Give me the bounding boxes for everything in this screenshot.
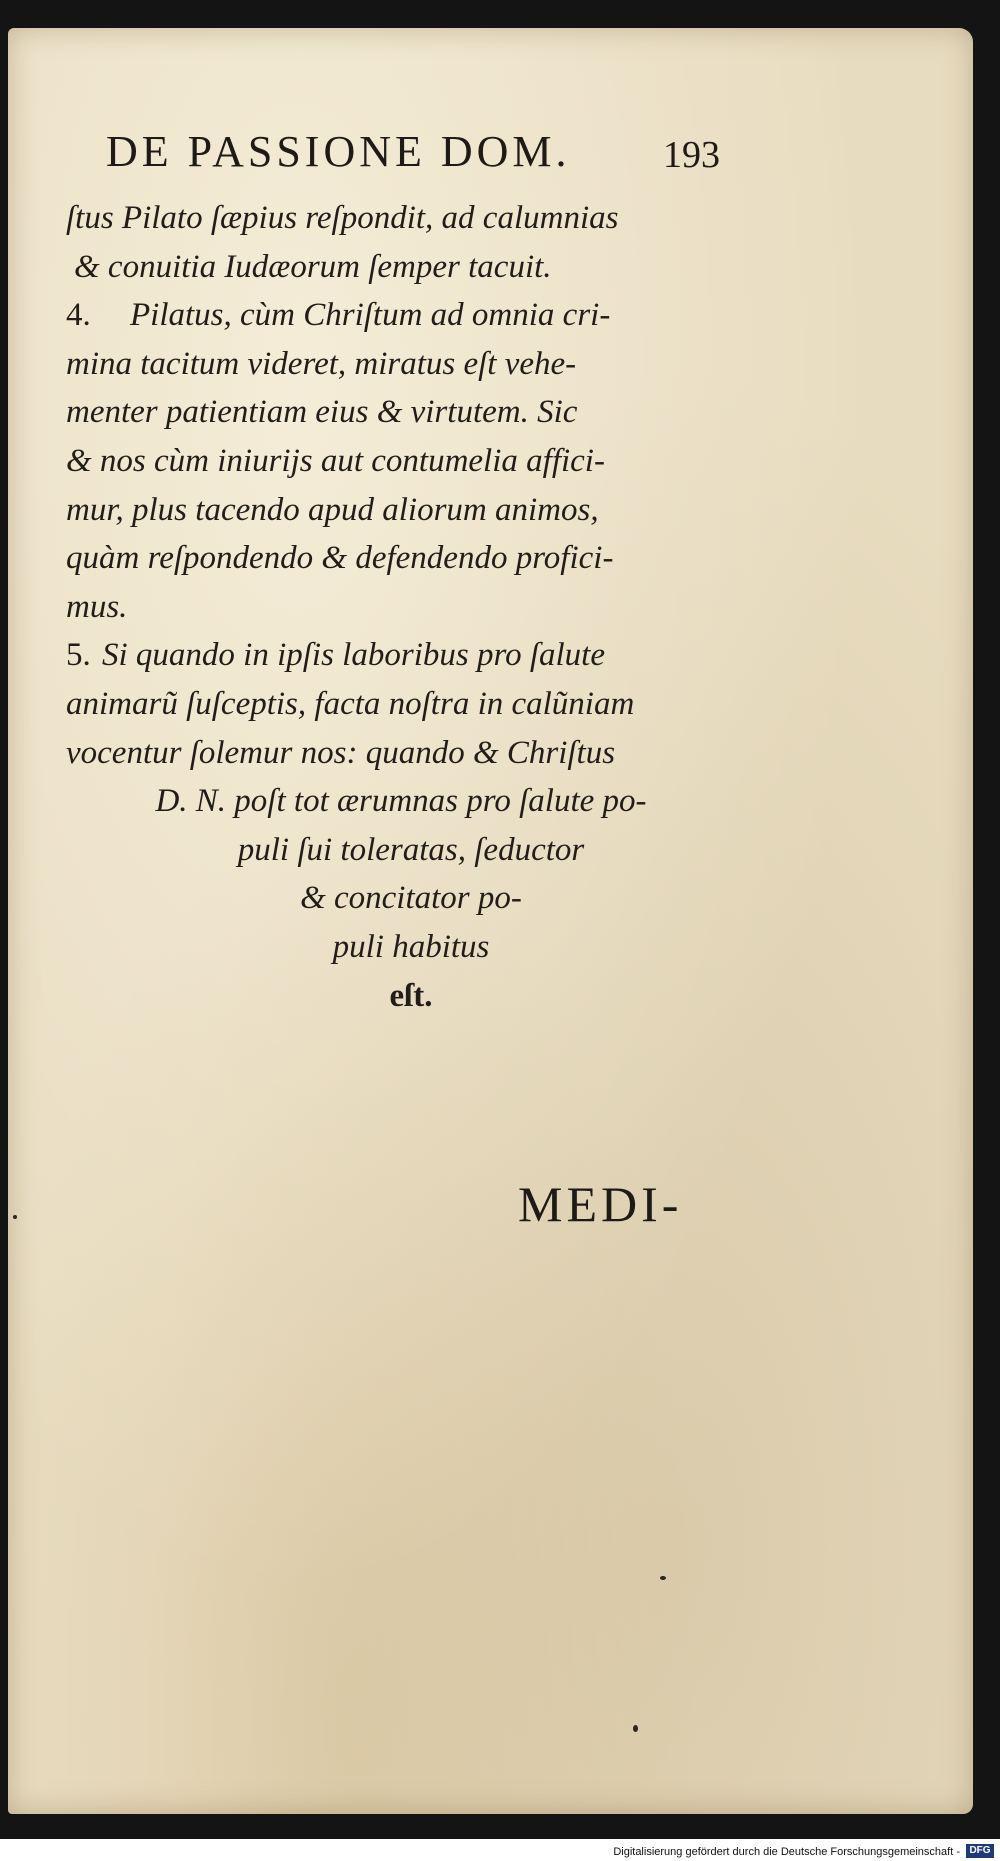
catchword: MEDI- xyxy=(518,1176,683,1232)
ink-speck xyxy=(13,1215,17,1219)
text-line: quàm reſpondendo & defendendo profici- xyxy=(66,540,614,577)
text-line xyxy=(66,631,756,680)
text-line-content: & conuitia Iudæorum ſemper tacuit. xyxy=(74,248,552,285)
paragraph-number: 4. xyxy=(66,297,91,334)
text-line-content: Pilatus, cùm Chriſtum ad omnia cri- xyxy=(130,297,611,334)
text-line: animarũ ſuſceptis, facta noſtra in calũniam xyxy=(66,685,635,722)
text-line: vocentur ſolemur nos: quando & Chriſtus xyxy=(66,734,616,771)
footer-credit: Digitalisierung gefördert durch die Deutsche Forschungsgemeinschaft - xyxy=(613,1846,960,1858)
text-line: & nos cùm iniurijs aut contumelia affici- xyxy=(66,442,605,479)
text-line: mur, plus tacendo apud aliorum animos, xyxy=(66,491,599,528)
text-line: ſtus Pilato ſæpius reſpondit, ad calumnias xyxy=(66,200,619,236)
ink-speck xyxy=(660,1576,666,1580)
running-title: DE PASSIONE DOM. xyxy=(106,127,571,176)
text-line xyxy=(66,243,756,292)
text-line: & concitator po- xyxy=(300,880,522,917)
paragraph-number: 5. xyxy=(66,637,91,674)
digitization-footer xyxy=(0,1839,1000,1861)
ink-speck xyxy=(633,1725,638,1732)
text-line: D. N. poſt tot ærumnas pro ſalute po- xyxy=(155,783,647,820)
text-line: menter patientiam eius & virtutem. Sic xyxy=(66,394,578,431)
text-line xyxy=(66,291,756,340)
text-line-content: Si quando in ipſis laboribus pro ſalute xyxy=(102,637,605,674)
text-line: mus. xyxy=(66,588,128,625)
text-line: puli ſui toleratas, ſeductor xyxy=(237,831,585,868)
text-line: puli habitus xyxy=(332,928,490,965)
text-line: mina tacitum videret, miratus eſt vehe- xyxy=(66,345,577,382)
body-text xyxy=(66,194,756,1020)
dfg-logo-icon: DFG xyxy=(966,1844,994,1858)
book-page xyxy=(8,28,973,1814)
text-line: eſt. xyxy=(389,977,433,1014)
page-number: 193 xyxy=(663,134,720,176)
